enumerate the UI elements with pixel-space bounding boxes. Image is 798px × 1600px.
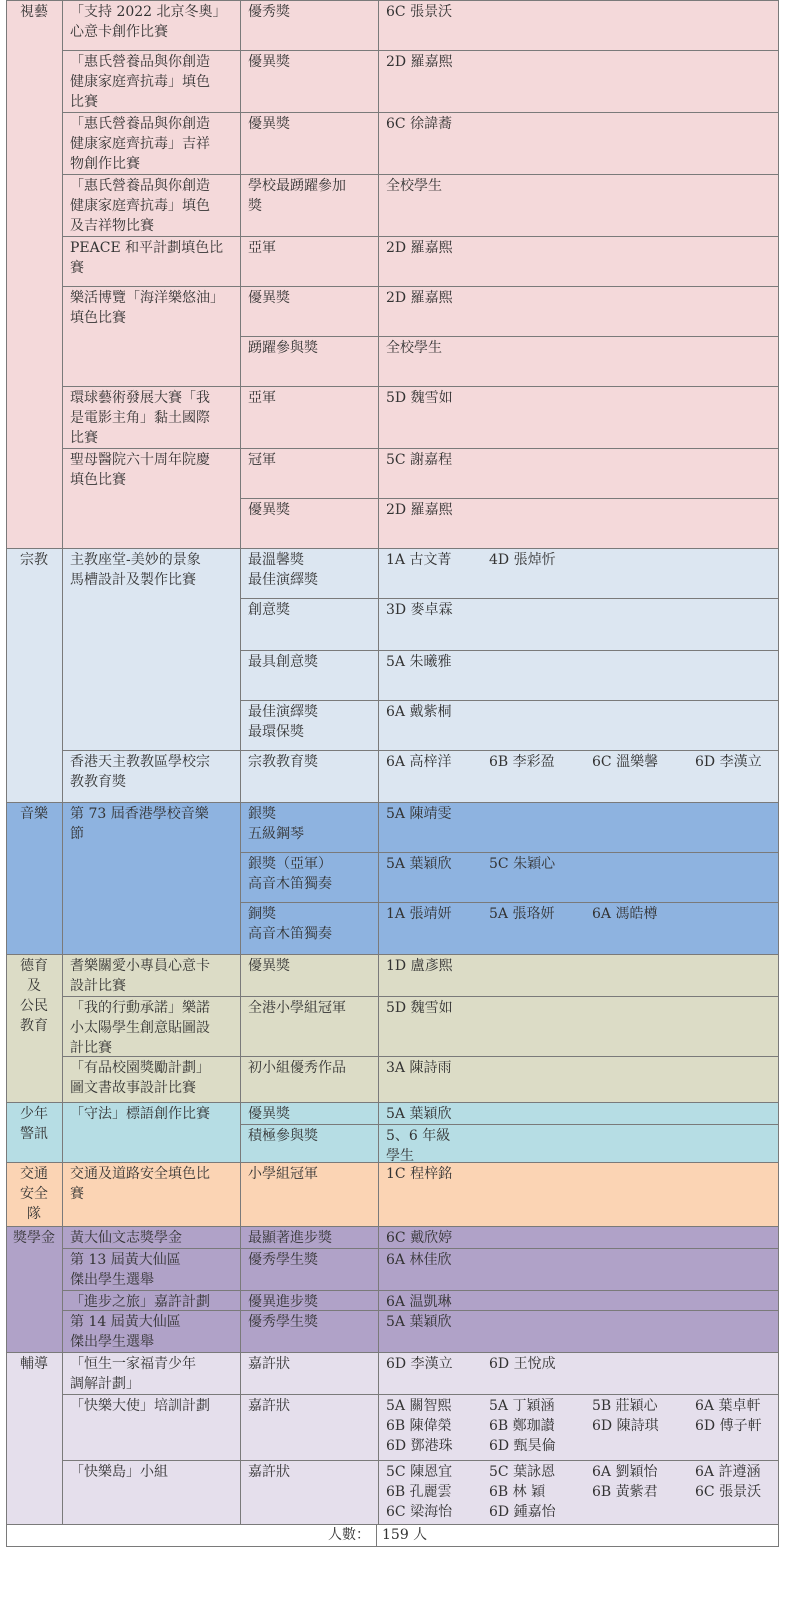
row-divider: [62, 50, 778, 51]
winner-name: 6B 鄭珈讃: [489, 1418, 555, 1434]
winner-name: 5A 葉穎欣: [386, 856, 452, 872]
category-label-scholarship: 獎學金: [13, 1230, 55, 1246]
winner-name: 6A 戴紫桐: [386, 704, 452, 720]
winner-name: 6D 鍾嘉怡: [489, 1504, 556, 1520]
winner-name: 5A 陳靖雯: [386, 806, 452, 822]
award-name: 優異獎: [248, 116, 290, 132]
winner-list: [386, 652, 798, 672]
column-divider: [62, 0, 63, 1524]
winner-list: [386, 1292, 798, 1312]
award-name: 優秀學生獎: [248, 1314, 318, 1330]
award-name: 最具創意獎: [248, 654, 318, 670]
winner-list: [386, 176, 798, 196]
winner-name: 6C 溫樂馨: [592, 754, 659, 770]
row-divider: [62, 996, 778, 997]
winner-name: 6A 林佳欣: [386, 1252, 452, 1268]
category-label-moral-civic: 德育 及 公民 教育: [20, 958, 48, 1034]
category-label-religion: 宗教: [20, 552, 48, 568]
award-name: 積極參與獎: [248, 1128, 318, 1144]
winner-list: [386, 1104, 798, 1124]
winner-name: 6B 陳偉榮: [386, 1418, 452, 1434]
winner-list: [386, 702, 798, 722]
winner-name: 5、6 年級 學生: [386, 1128, 451, 1164]
winner-name: 6B 李彩盈: [489, 754, 555, 770]
category-label-guidance: 輔導: [20, 1356, 48, 1372]
winner-name: 4D 張焯忻: [489, 552, 556, 568]
award-name: 銀獎 五級鋼琴: [248, 806, 304, 842]
award-name: 優異獎: [248, 958, 290, 974]
winner-name: 6B 黃紫君: [592, 1484, 658, 1500]
winner-list: [386, 752, 798, 772]
winner-list: [386, 338, 798, 358]
column-divider: [240, 0, 241, 1524]
competition-name: 交通及道路安全填色比 賽: [70, 1166, 210, 1202]
winner-name: 全校學生: [386, 340, 442, 356]
winner-list: [386, 114, 798, 134]
category-label-music: 音樂: [20, 806, 48, 822]
winner-name: 1D 盧彥熙: [386, 958, 453, 974]
competition-name: 「守法」標語創作比賽: [70, 1106, 210, 1122]
award-name: 最顯著進步獎: [248, 1230, 332, 1246]
award-name: 優異獎: [248, 502, 290, 518]
row-divider: [62, 1290, 778, 1291]
winner-list: [386, 956, 798, 976]
winner-name: 全校學生: [386, 178, 442, 194]
competition-name: 環球藝術發展大賽「我 是電影主角」黏土國際 比賽: [70, 390, 210, 446]
award-name: 嘉許狀: [248, 1464, 290, 1480]
column-divider: [778, 0, 779, 1524]
competition-name: 「進步之旅」嘉許計劃: [70, 1294, 210, 1310]
award-name: 優異獎: [248, 290, 290, 306]
headcount-value: 159 人: [382, 1527, 428, 1543]
category-label-road-safety: 交通 安全 隊: [20, 1166, 48, 1222]
award-name: 創意獎: [248, 602, 290, 618]
winner-list: [386, 854, 798, 874]
winner-name: 6D 王悅成: [489, 1356, 556, 1372]
winner-name: 6C 戴欣婷: [386, 1230, 453, 1246]
award-name: 優秀獎: [248, 4, 290, 20]
winner-list: [386, 1126, 798, 1166]
competition-name: 「快樂島」小組: [70, 1464, 168, 1480]
winner-name: 2D 羅嘉熙: [386, 240, 453, 256]
award-name: 優異獎: [248, 1106, 290, 1122]
winner-list: [386, 1164, 798, 1184]
competition-name: 樂活博覽「海洋樂悠油」 填色比賽: [70, 290, 224, 326]
winner-list: [386, 288, 798, 308]
row-divider: [62, 1460, 778, 1461]
winner-name: 6D 李漢立: [695, 754, 762, 770]
row-divider: [62, 386, 778, 387]
winner-name: 2D 羅嘉熙: [386, 290, 453, 306]
competition-name: 黃大仙文志獎學金: [70, 1230, 182, 1246]
winner-name: 1A 古文菁: [386, 552, 452, 568]
winner-name: 3D 麥卓霖: [386, 602, 453, 618]
row-divider: [62, 750, 778, 751]
column-divider: [6, 0, 7, 1524]
competition-name: 「惠氏營養品與你創造 健康家庭齊抗毒」填色 及吉祥物比賽: [70, 178, 210, 234]
winner-name: 6A 葉卓軒: [695, 1398, 761, 1414]
winner-name: 6D 李漢立: [386, 1356, 453, 1372]
competition-name: 「支持 2022 北京冬奧」 心意卡創作比賽: [70, 4, 227, 40]
award-name: 銅獎 高音木笛獨奏: [248, 906, 332, 942]
winner-name: 5D 魏雪如: [386, 1000, 453, 1016]
winner-list: [386, 1058, 798, 1078]
award-name: 亞軍: [248, 390, 276, 406]
winner-list: [386, 500, 798, 520]
competition-name: 聖母醫院六十周年院慶 填色比賽: [70, 452, 210, 488]
winner-name: 2D 羅嘉熙: [386, 54, 453, 70]
winner-name: 5D 魏雪如: [386, 390, 453, 406]
winner-name: 5A 丁穎涵: [489, 1398, 555, 1414]
winner-name: 6A 劉穎怡: [592, 1464, 658, 1480]
competition-name: PEACE 和平計劃填色比 賽: [70, 240, 224, 276]
winner-name: 2D 羅嘉熙: [386, 502, 453, 518]
competition-name: 「惠氏營養品與你創造 健康家庭齊抗毒」填色 比賽: [70, 54, 210, 110]
category-label-junior-police: 少年 警訊: [20, 1106, 48, 1142]
winner-list: [386, 1354, 798, 1374]
award-name: 初小組優秀作品: [248, 1060, 346, 1076]
winner-list: [386, 238, 798, 258]
winner-list: [386, 1228, 798, 1248]
award-name: 嘉許狀: [248, 1398, 290, 1414]
award-name: 小學組冠軍: [248, 1166, 318, 1182]
row-divider: [62, 112, 778, 113]
award-name: 優秀學生獎: [248, 1252, 318, 1268]
winner-name: 5A 葉穎欣: [386, 1106, 452, 1122]
competition-name: 第 13 屆黃大仙區 傑出學生選舉: [70, 1252, 181, 1288]
winner-list: [386, 1250, 798, 1270]
award-name: 學校最踴躍參加 獎: [248, 178, 346, 214]
award-name: 銀獎（亞軍） 高音木笛獨奏: [248, 856, 332, 892]
winner-name: 6A 温凱琳: [386, 1294, 452, 1310]
row-divider: [62, 286, 778, 287]
winner-name: 5A 朱曦雅: [386, 654, 452, 670]
award-name: 最佳演繹獎 最環保獎: [248, 704, 318, 740]
column-divider: [378, 0, 379, 1524]
winner-list: [386, 998, 798, 1018]
award-name: 全港小學組冠軍: [248, 1000, 346, 1016]
row-divider: [62, 1310, 778, 1311]
winner-name: 5A 關智熙: [386, 1398, 452, 1414]
competition-name: 第 14 屆黃大仙區 傑出學生選舉: [70, 1314, 181, 1350]
row-divider: [62, 1056, 778, 1057]
competition-name: 香港天主教教區學校宗 教教育獎: [70, 754, 210, 790]
headcount-label: 人數：: [328, 1527, 370, 1543]
row-divider: [62, 1248, 778, 1249]
award-name: 最溫馨獎 最佳演繹獎: [248, 552, 318, 588]
row-divider: [62, 448, 778, 449]
winner-name: 6D 傅子軒: [695, 1418, 762, 1434]
winner-name: 5C 陳恩宜: [386, 1464, 453, 1480]
footer-bottom-border: [6, 1546, 779, 1547]
winner-name: 6D 鄧港珠: [386, 1438, 453, 1454]
winner-list: [386, 804, 798, 824]
category-label-visual-arts: 視藝: [20, 4, 48, 20]
winner-name: 1A 張靖妍: [386, 906, 452, 922]
winner-name: 6C 張景沃: [386, 4, 453, 20]
competition-name: 「我的行動承諾」樂諾 小太陽學生創意貼圖設 計比賽: [70, 1000, 210, 1056]
competition-name: 「快樂大使」培訓計劃: [70, 1398, 210, 1414]
competition-name: 第 73 屆香港學校音樂 節: [70, 806, 209, 842]
winner-name: 5A 葉穎欣: [386, 1314, 452, 1330]
award-name: 冠軍: [248, 452, 276, 468]
winner-name: 3A 陳詩雨: [386, 1060, 452, 1076]
winner-list: [386, 2, 798, 22]
winner-list: [386, 600, 798, 620]
winner-list: [386, 52, 798, 72]
winner-list: [386, 388, 798, 408]
winner-name: 5B 莊穎心: [592, 1398, 658, 1414]
footer-left-border: [6, 1524, 7, 1546]
award-name: 亞軍: [248, 240, 276, 256]
award-name: 優異進步獎: [248, 1294, 318, 1310]
competition-name: 耆樂關愛小專員心意卡 設計比賽: [70, 958, 210, 994]
winner-name: 6B 孔麗雲: [386, 1484, 452, 1500]
winner-name: 6C 梁海怡: [386, 1504, 453, 1520]
winner-list: [386, 1462, 798, 1522]
row-divider: [62, 1394, 778, 1395]
winner-name: 6D 甄昊倫: [489, 1438, 556, 1454]
winner-name: 6C 張景沃: [695, 1484, 762, 1500]
winner-name: 5C 葉詠恩: [489, 1464, 556, 1480]
winner-list: [386, 450, 798, 470]
row-divider: [62, 236, 778, 237]
winner-name: 6D 陳詩琪: [592, 1418, 659, 1434]
winner-list: [386, 1312, 798, 1332]
winner-name: 6B 林 穎: [489, 1484, 546, 1500]
footer-right-border: [778, 1524, 779, 1546]
winner-name: 5A 張珞妍: [489, 906, 555, 922]
competition-name: 「有品校園獎勵計劃」 圖文書故事設計比賽: [70, 1060, 210, 1096]
winner-list: [386, 550, 798, 570]
award-name: 踴躍參與獎: [248, 340, 318, 356]
winner-name: 6A 高梓洋: [386, 754, 452, 770]
winner-name: 6A 許遵涵: [695, 1464, 761, 1480]
competition-name: 「惠氏營養品與你創造 健康家庭齊抗毒」吉祥 物創作比賽: [70, 116, 210, 172]
award-name: 宗教教育獎: [248, 754, 318, 770]
award-name: 優異獎: [248, 54, 290, 70]
competition-name: 主教座堂-美妙的景象 馬槽設計及製作比賽: [70, 552, 201, 588]
winner-name: 1C 程梓銘: [386, 1166, 453, 1182]
winner-list: [386, 904, 798, 924]
winner-list: [386, 1396, 798, 1456]
award-name: 嘉許狀: [248, 1356, 290, 1372]
winner-name: 6C 徐諱蕎: [386, 116, 453, 132]
winner-name: 5C 朱穎心: [489, 856, 556, 872]
competition-name: 「恒生一家福青少年 調解計劃」: [70, 1356, 196, 1392]
winner-name: 5C 謝嘉程: [386, 452, 453, 468]
row-divider: [62, 174, 778, 175]
winner-name: 6A 馮皓樽: [592, 906, 658, 922]
